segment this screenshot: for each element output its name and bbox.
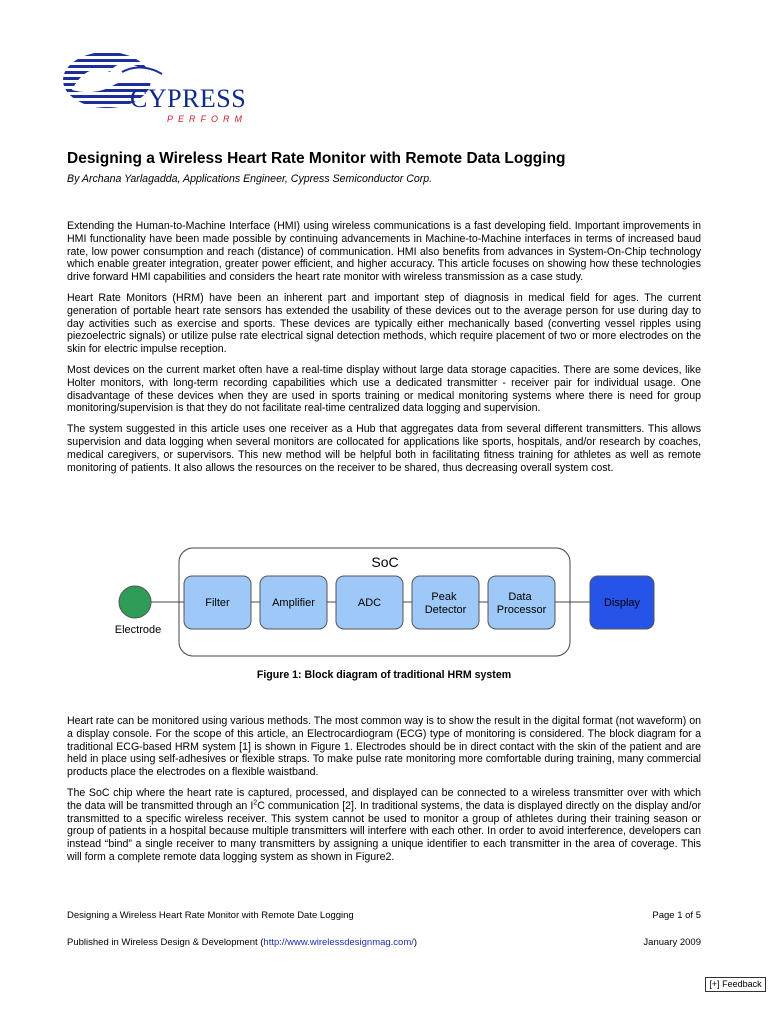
- block-filter: [184, 576, 251, 629]
- feedback-button[interactable]: [+] Feedback: [705, 977, 766, 992]
- logo-tagline: PERFORM: [167, 114, 247, 124]
- block-display: [590, 576, 654, 629]
- paragraph: Heart rate can be monitored using various methods. The most common way is to show the result in the digital format (not waveform) on a display console. For the scope of this article, an Electrocardiogram (ECG) type of monitoring is considered. The block diagram for a traditional ECG-based HRM system [1] is shown in Figure 1. Electrodes should be in direct contact with the skin of the patient and are held in place using self-adhesives or flexible straps. To make pulse rate monitoring more comfortable during training, many commercial products place the electrodes on a flexible waistband.: [67, 715, 701, 779]
- paragraph-text: C communication [2]. In traditional systems, the data is displayed directly on the display and/or transmitted to a specific wireless receiver. This system cannot be used to monitor a group of athletes during their training season or group of patients in a hospital because multiple transmitters will interfere with each other. In order to avoid interference, developers can instead “bind” a single receiver to many transmitters by assigning a unique identifier to each transmitter in the area of coverage. This will form a complete remote data logging system as shown in Figure2.: [67, 799, 702, 863]
- superscript: 2: [253, 799, 258, 807]
- block-amplifier: [260, 576, 327, 629]
- paragraph: Most devices on the current market often have a real-time display without large data storage capacities. There are some devices, like Holter monitors, with long-term recording capabilities which use a dedicated transmitter - receiver pair for individual usage. One disadvantage of these devices when they are used in sports training or medical monitoring systems where there is need for group monitoring/supervision is that they do not facilitate real-time centralized data logging and supervision.: [67, 363, 701, 415]
- block-label-peak-detector: Peak Detector: [424, 591, 467, 616]
- block-label-data-processor: Data Processor: [496, 591, 547, 616]
- block-peak-detector: [412, 576, 479, 629]
- paragraph: The system suggested in this article uses one receiver as a Hub that aggregates data from several different transmitters. This allows supervision and data logging when several monitors are collocated for applications like sports, hospitals, and/or research by coaches, medical caregivers, or supervisors. This new method will be helpful both in facilitating fitness training for athletes as well as remote monitoring of patients. It also allows the resources on the receiver to be shared, thus decreasing overall system cost.: [67, 423, 701, 474]
- paragraph: Heart Rate Monitors (HRM) have been an inherent part and important step of diagnosis in medical field for ages. The current generation of portable heart rate sensors has extended the usability of these devices out to the average person for use during day to day activities such as exercise and sports. These devices are typically either mechanically based (converting vessel ripples using piezoelectric signals) or utilize pulse rate electrical signal detection methods, which require placement of two or more electrodes on the skin for electric impulse reception.: [67, 291, 701, 356]
- article-body-bottom: [67, 715, 701, 872]
- footer-publication: [67, 937, 417, 948]
- logo-wordmark: CYPRESS: [130, 84, 247, 113]
- publication-suffix: ): [413, 937, 418, 948]
- block-data-processor: [488, 576, 555, 629]
- footer-doc-title: Designing a Wireless Heart Rate Monitor with Remote Date Logging: [67, 910, 354, 921]
- footer-page-number: Page 1 of 5: [652, 910, 701, 921]
- block-label-display: Display: [603, 597, 641, 609]
- publication-prefix: Published in Wireless Design & Development (: [67, 937, 264, 948]
- article-body-top: [67, 220, 701, 482]
- electrode-label: Electrode: [114, 624, 162, 636]
- soc-label: SoC: [371, 554, 399, 570]
- publication-link[interactable]: http://www.wirelessdesignmag.com/: [263, 937, 414, 948]
- article-title: Designing a Wireless Heart Rate Monitor with Remote Data Logging: [67, 150, 566, 167]
- figure-caption: Figure 1: Block diagram of traditional HRM system: [256, 669, 512, 681]
- byline: By Archana Yarlagadda, Applications Engineer, Cypress Semiconductor Corp.: [67, 173, 433, 185]
- block-adc: [336, 576, 403, 629]
- hrm-block-diagram: [100, 545, 660, 660]
- paragraph-text: The SoC chip where the heart rate is captured, processed, and displayed can be connected to a wireless transmitter over with which the data will be transmitted through an I: [67, 786, 701, 812]
- electrode-node: [119, 586, 151, 618]
- paragraph: [67, 787, 701, 864]
- paragraph: Extending the Human-to-Machine Interface (HMI) using wireless communications is a fast developing field. Important improvements in HMI functionality have been made possible by continuing advancements in Machine-to-Machine interfaces in terms of increased baud rate, low power consumption and reach (distance) of communication. HMI also benefits from advances in System-On-Chip technology which enable greater integration, greater power efficient, and higher accuracy. This article focuses on showing how these technologies drive forward HMI capabilities and considers the heart rate monitor with wireless transmission as a case study.: [67, 220, 701, 284]
- block-label-amplifier: Amplifier: [272, 597, 315, 609]
- block-label-filter: Filter: [205, 597, 230, 609]
- footer-date: January 2009: [643, 937, 701, 948]
- block-label-adc: ADC: [357, 597, 382, 609]
